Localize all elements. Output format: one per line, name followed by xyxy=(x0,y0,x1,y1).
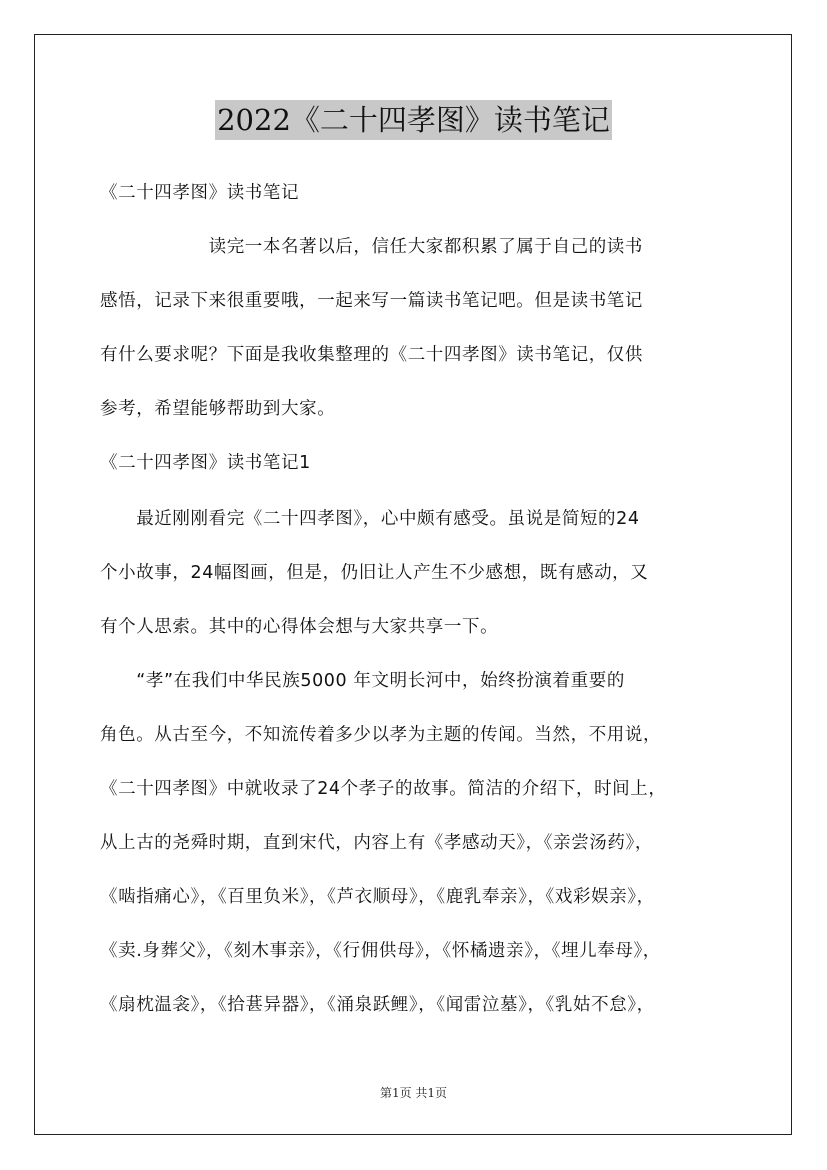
text-line: 个小故事，24幅图画，但是，仍旧让人产生不少感想，既有感动，又 xyxy=(100,563,649,583)
text-line: 从上古的尧舜时期，直到宋代，内容上有《孝感动天》，《亲尝汤药》， xyxy=(100,833,653,853)
page-footer: 第1页 共1页 xyxy=(379,1086,448,1100)
text-line: 《啮指痛心》，《百里负米》，《芦衣顺母》，《鹿乳奉亲》，《戏彩娱亲》， xyxy=(100,887,655,907)
document-title: 2022《二十四孝图》读书笔记 xyxy=(215,100,612,140)
text-line: 感悟，记录下来很重要哦，一起来写一篇读书笔记吧。但是读书笔记 xyxy=(100,291,643,311)
text-line: 读完一本名著以后，信任大家都积累了属于自己的读书 xyxy=(100,237,643,257)
text-line: “孝”在我们中华民族5000 年文明长河中，始终扮演着重要的 xyxy=(100,671,625,691)
text-line: 《二十四孝图》读书笔记 xyxy=(100,183,300,203)
text-line: 《卖.身葬父》，《刻木事亲》，《行佣供母》，《怀橘遗亲》，《埋儿奉母》， xyxy=(100,941,661,961)
text-line: 角色。从古至今，不知流传着多少以孝为主题的传闻。当然，不用说， xyxy=(100,725,662,745)
text-line: 《二十四孝图》中就收录了24个孝子的故事。简洁的介绍下，时间上， xyxy=(100,779,667,799)
text-line: 《扇枕温衾》，《拾葚异器》，《涌泉跃鲤》，《闻雷泣墓》，《乳姑不怠》， xyxy=(100,995,655,1015)
text-line: 参考，希望能够帮助到大家。 xyxy=(100,399,336,419)
text-line: 有什么要求呢？下面是我收集整理的《二十四孝图》读书笔记，仅供 xyxy=(100,345,643,365)
text-line: 最近刚刚看完《二十四孝图》，心中颇有感受。虽说是简短的24 xyxy=(100,509,640,529)
text-line: 《二十四孝图》读书笔记1 xyxy=(100,453,311,473)
title-wrap xyxy=(0,100,827,140)
text-line: 有个人思索。其中的心得体会想与大家共享一下。 xyxy=(100,617,499,637)
